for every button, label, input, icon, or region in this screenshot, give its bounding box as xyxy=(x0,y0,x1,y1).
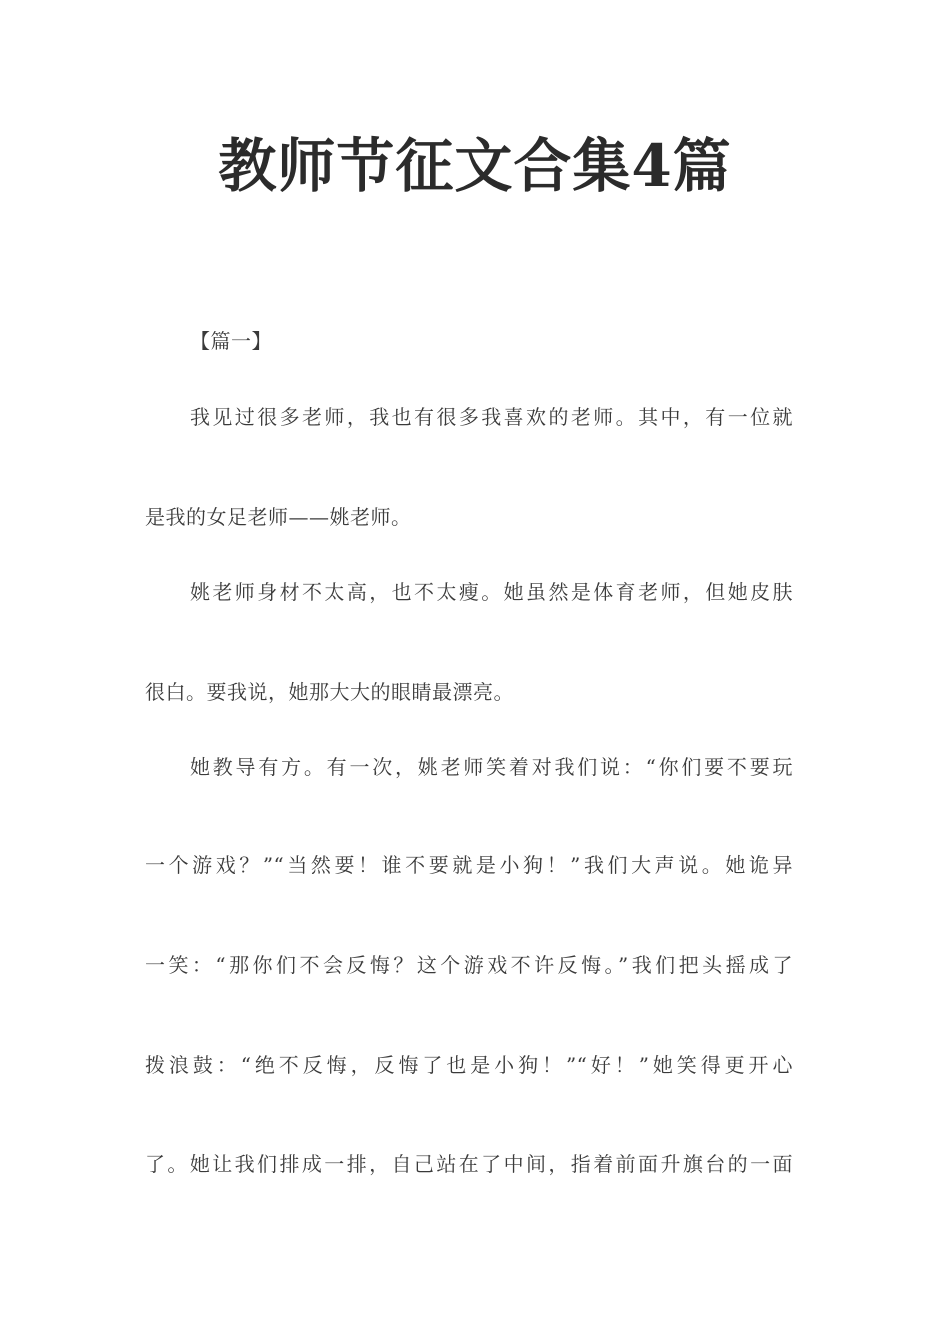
section-label: 【篇一】 xyxy=(190,329,272,353)
paragraph-line: 一笑：“那你们不会反悔？这个游戏不许反悔。”我们把头摇成了 xyxy=(145,953,793,977)
paragraph-line: 拨浪鼓：“绝不反悔，反悔了也是小狗！”“好！”她笑得更开心 xyxy=(145,1053,793,1077)
paragraph-line: 我见过很多老师，我也有很多我喜欢的老师。其中，有一位就 xyxy=(190,405,793,429)
paragraph-line: 一个游戏？”“当然要！谁不要就是小狗！”我们大声说。她诡异 xyxy=(145,853,793,877)
paragraph-line: 姚老师身材不太高，也不太瘦。她虽然是体育老师，但她皮肤 xyxy=(190,580,793,604)
paragraph-line: 她教导有方。有一次，姚老师笑着对我们说：“你们要不要玩 xyxy=(190,755,793,779)
paragraph-line: 是我的女足老师——姚老师。 xyxy=(145,505,412,529)
document-title: 教师节征文合集4篇 xyxy=(218,132,732,200)
paragraph-line: 很白。要我说，她那大大的眼睛最漂亮。 xyxy=(145,680,514,704)
paragraph-line: 了。她让我们排成一排，自己站在了中间，指着前面升旗台的一面 xyxy=(145,1152,793,1176)
